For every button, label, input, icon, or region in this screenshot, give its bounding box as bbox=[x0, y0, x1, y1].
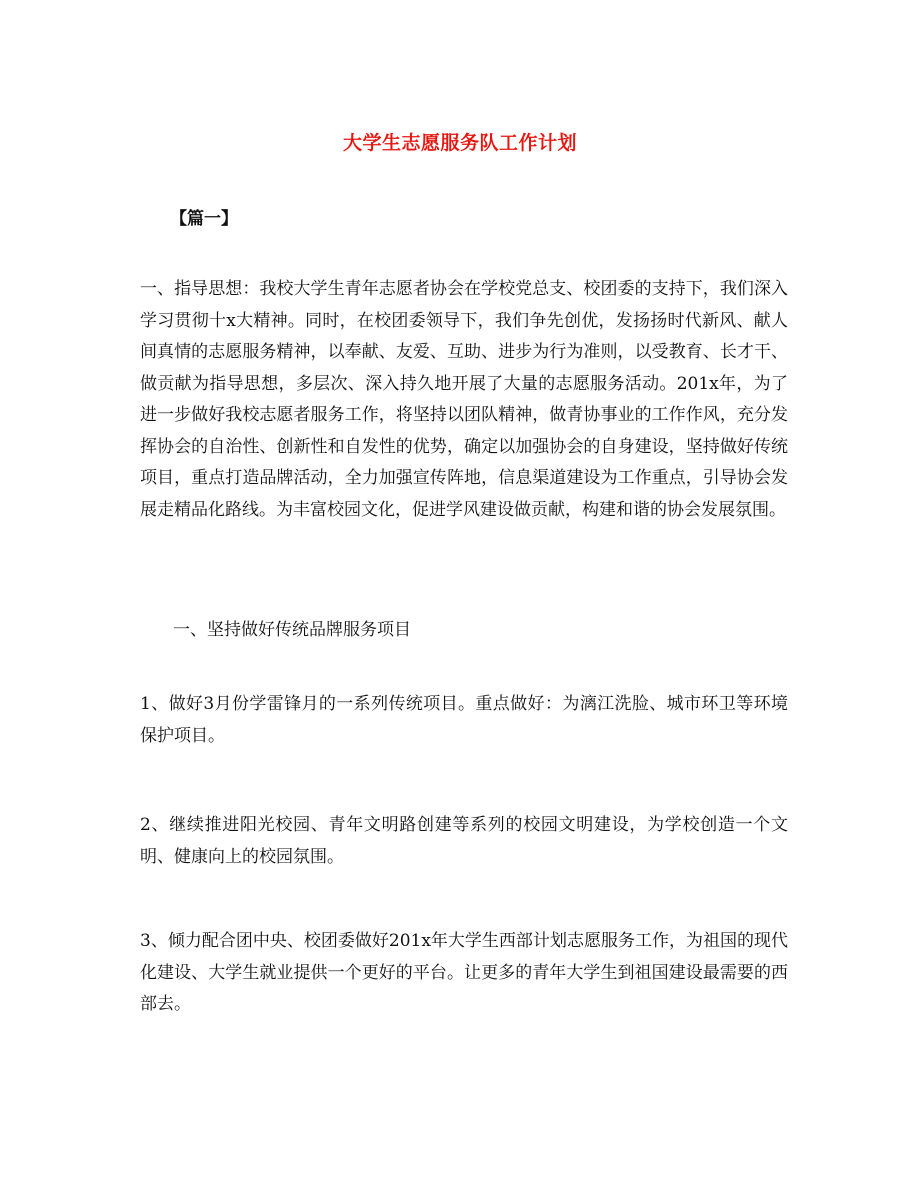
document-title: 大学生志愿服务队工作计划 bbox=[342, 132, 577, 154]
list-item-3: 3、倾力配合团中央、校团委做好201x年大学生西部计划志愿服务工作，为祖国的现代化建设、大学生就业提供一个更好的平台。让更多的青年大学生到祖国建设最需要的西部去。 bbox=[140, 931, 788, 1014]
list-item-2: 2、继续推进阳光校园、青年文明路创建等系列的校园文明建设，为学校创造一个文明、健康向上的校园氛围。 bbox=[140, 815, 788, 867]
subheading: 一、坚持做好传统品牌服务项目 bbox=[173, 620, 411, 640]
list-item-1: 1、做好3月份学雷锋月的一系列传统项目。重点做好：为漓江洗脸、城市环卫等环境保护项目。 bbox=[140, 694, 788, 746]
guiding-thought-paragraph: 一、指导思想：我校大学生青年志愿者协会在学校党总支、校团委的支持下，我们深入学习贯彻十x大精神。同时，在校团委领导下，我们争先创优，发扬扬时代新风、献人间真情的志愿服务精神，以奉献、友爱、互助、进步为行为准则，以受教育、长才干、做贡献为指导思想，多层次、深入持久地开展了大量的志愿服务活动。201x年，为了进一步做好我校志愿者服务工作，将坚持以团队精神，做青协事业的工作作风，充分发挥协会的自治性、创新性和自发性的优势，确定以加强协会的自身建设，坚持做好传统项目，重点打造品牌活动，全力加强宣传阵地，信息渠道建设为工作重点，引导协会发展走精品化路线。为丰富校园文化，促进学风建设做贡献，构建和谐的协会发展氛围。 bbox=[140, 279, 788, 520]
section-tag: 【篇一】 bbox=[170, 209, 238, 229]
